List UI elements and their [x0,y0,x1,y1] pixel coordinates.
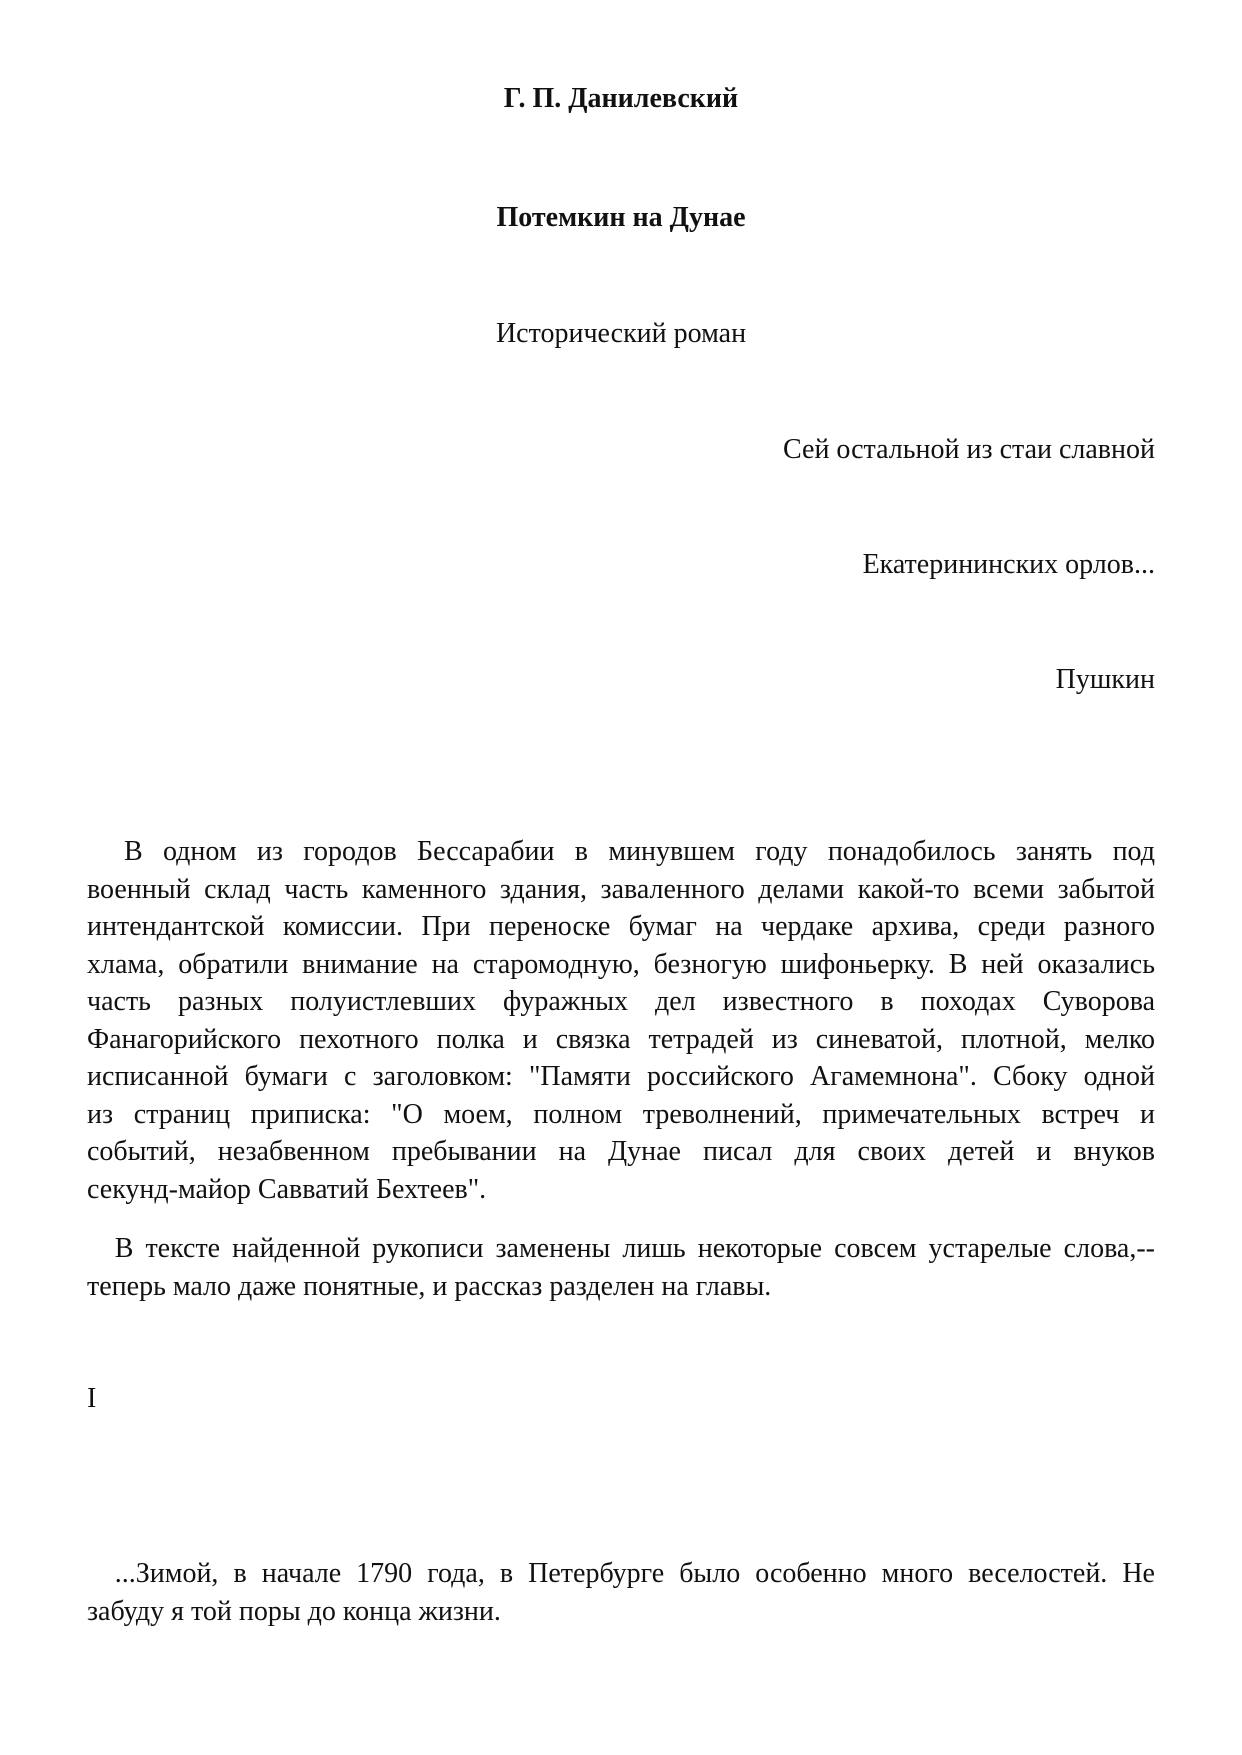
paragraph-line: забуду я той поры до конца жизни. [87,1595,501,1627]
book-subtitle: Исторический роман [495,318,747,349]
chapter-paragraph [87,1555,1155,1630]
paragraph-line: военный склад часть каменного здания, заваленного делами какой-то всеми забытой [87,873,1155,905]
paragraph-line: интендантской комиссии. При переноске бумаг на чердаке архива, среди разного [87,911,1155,942]
intro-paragraph [87,833,1155,1208]
paragraph-line: ...Зимой, в начале 1790 года, в Петербурге было особенно много веселостей. Не [114,1558,1155,1589]
paragraph-line: из страниц приписка: "О моем, полном треволнений, примечательных встреч и [87,1098,1155,1130]
paragraph-line: В одном из городов Бессарабии в минувшем году понадобилось занять под [123,836,1155,867]
note-paragraph [87,1230,1155,1305]
chapter-number: I [87,1383,97,1414]
paragraph-line: Фанагорийского пехотного полка и связка тетрадей из синеватой, плотной, мелко [87,1023,1155,1055]
paragraph-line: секунд-майор Савватий Бехтеев". [87,1173,487,1205]
paragraph-line: часть разных полуистлевших фуражных дел известного в походах Суворова [87,986,1155,1017]
paragraph-line: исписанной бумаги с заголовком: "Памяти российского Агамемнона". Сбоку одной [87,1061,1155,1092]
paragraph-line: событий, незабвенном пребывании на Дунае писал для своих детей и внуков [87,1136,1155,1167]
epigraph-attribution: Пушкин [1055,664,1155,695]
author-name: Г. П. Данилевский [503,83,739,114]
book-title: Потемкин на Дунае [496,202,746,233]
epigraph-line-1: Сей остальной из стаи славной [783,434,1155,465]
paragraph-line: В тексте найденной рукописи заменены лишь некоторые совсем устарелые слова,-- [114,1233,1155,1264]
paragraph-line: теперь мало даже понятные, и рассказ разделен на главы. [87,1270,772,1302]
paragraph-line: хлама, обратили внимание на старомодную, безногую шифоньерку. В ней оказались [87,948,1155,980]
epigraph-line-2: Екатерининских орлов... [862,549,1155,580]
